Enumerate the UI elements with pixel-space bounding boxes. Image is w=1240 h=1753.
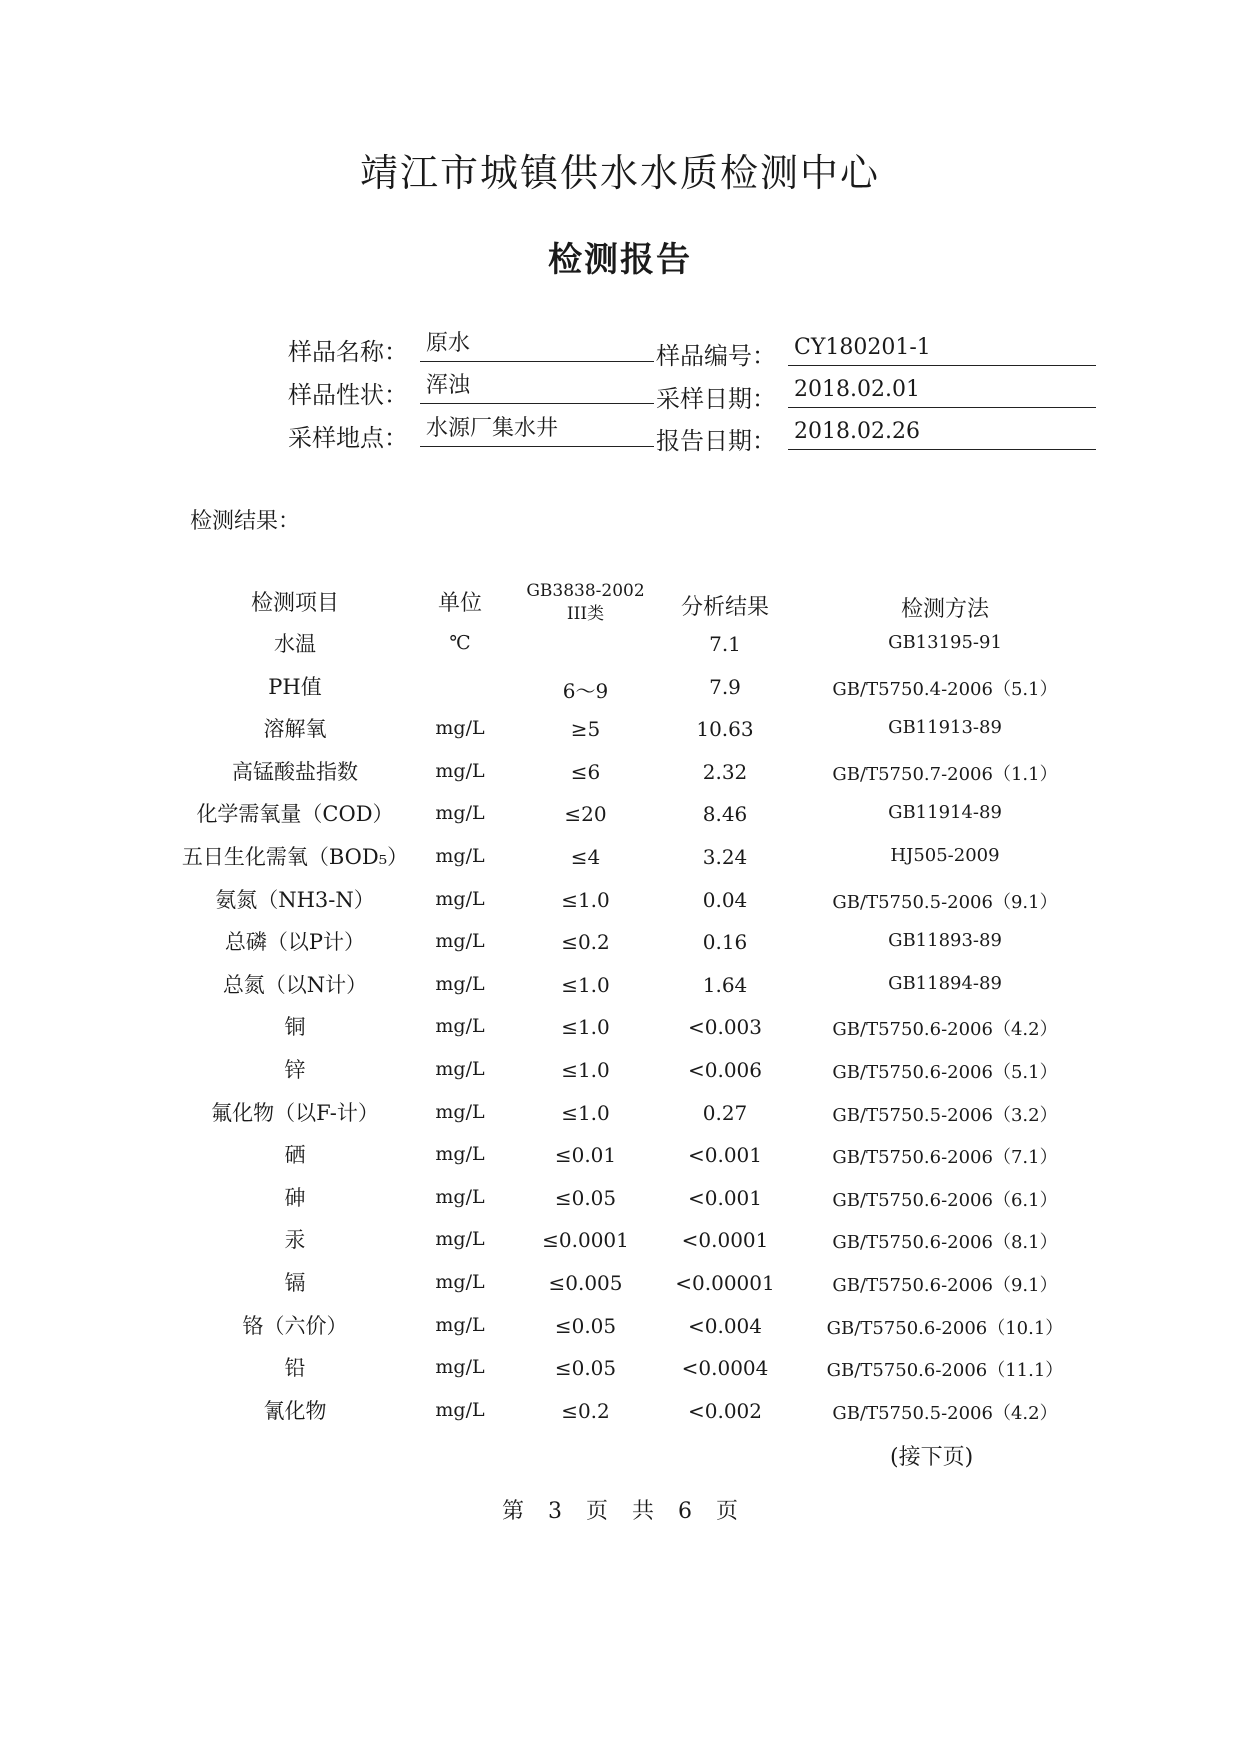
row-result: 1.64 (702, 973, 748, 997)
row-method: GB13195-91 (888, 632, 1002, 653)
row-method: GB/T5750.6-2006（8.1） (832, 1232, 1058, 1253)
row-item: 氨氮（NH3-N） (215, 888, 375, 912)
page-suffix: 页 (716, 1499, 739, 1524)
row-method: GB/T5750.4-2006（5.1） (832, 679, 1058, 700)
row-unit: mg/L (435, 1101, 485, 1123)
row-item: 铅 (284, 1356, 306, 1380)
header-unit: 单位 (437, 591, 482, 616)
row-unit: mg/L (435, 802, 485, 824)
row-result: 7.9 (709, 675, 741, 699)
sample-name-label: 样品名称： (288, 338, 408, 366)
row-standard: ≤6 (570, 760, 601, 784)
report-title: 检测报告 (548, 240, 692, 280)
page-prefix: 第 (501, 1499, 524, 1524)
header-standard-line2: III类 (566, 604, 605, 624)
report-date-value: 2018.02.26 (788, 418, 1096, 450)
row-item: 氰化物 (263, 1399, 327, 1423)
row-unit: mg/L (435, 1058, 485, 1080)
row-standard: ≤0.0001 (542, 1228, 629, 1252)
row-result: 7.1 (709, 632, 741, 656)
row-unit: mg/L (435, 1228, 485, 1250)
sample-state-value: 浑浊 (420, 372, 654, 404)
row-method: GB11913-89 (888, 717, 1002, 738)
row-result: 0.04 (702, 888, 748, 912)
row-result: <0.0001 (681, 1228, 769, 1252)
row-method: GB/T5750.6-2006（10.1） (826, 1318, 1064, 1339)
row-method: GB/T5750.5-2006（3.2） (832, 1105, 1058, 1126)
row-unit: mg/L (435, 1186, 485, 1208)
row-item: 铬（六价） (242, 1314, 348, 1338)
row-result: <0.0004 (681, 1356, 769, 1380)
row-method: HJ505-2009 (890, 845, 1000, 866)
row-standard: ≤0.005 (548, 1271, 623, 1295)
row-result: <0.004 (687, 1314, 762, 1338)
row-method: GB/T5750.6-2006（6.1） (832, 1190, 1058, 1211)
row-result: 3.24 (702, 845, 748, 869)
row-result: <0.003 (687, 1015, 762, 1039)
row-standard: ≤1.0 (561, 1101, 610, 1125)
results-label: 检测结果： (190, 509, 301, 534)
row-standard: ≤0.2 (561, 1399, 610, 1423)
sample-id-label: 样品编号： (656, 342, 776, 370)
page-current: 3 (547, 1499, 562, 1524)
row-method: GB/T5750.7-2006（1.1） (832, 764, 1058, 785)
header-result: 分析结果 (680, 595, 769, 620)
row-item: 镉 (284, 1271, 306, 1295)
sample-id-value: CY180201-1 (788, 334, 1096, 366)
row-result: <0.001 (687, 1186, 762, 1210)
row-standard: ≤20 (564, 802, 607, 826)
row-standard: ≤0.2 (561, 930, 610, 954)
row-unit: mg/L (435, 1356, 485, 1378)
row-item: 高锰酸盐指数 (232, 760, 358, 784)
page-total: 6 (678, 1499, 693, 1524)
row-standard: ≤4 (570, 845, 601, 869)
row-result: <0.002 (687, 1399, 762, 1423)
sample-date-value: 2018.02.01 (788, 376, 1096, 408)
row-item: 汞 (284, 1228, 306, 1252)
row-item: 五日生化需氧（BOD₅） (181, 845, 409, 869)
row-item: 总氮（以N计） (222, 973, 368, 997)
row-unit: mg/L (435, 760, 485, 782)
row-unit: mg/L (435, 1399, 485, 1421)
continued-note: (接下页) (890, 1445, 974, 1470)
row-item: 锌 (284, 1058, 306, 1082)
row-method: GB/T5750.6-2006（5.1） (832, 1062, 1058, 1083)
row-item: 砷 (284, 1186, 306, 1210)
row-unit: mg/L (435, 717, 485, 739)
row-unit: ℃ (449, 632, 471, 654)
header-item: 检测项目 (250, 591, 339, 616)
row-standard: ≤0.01 (554, 1143, 617, 1167)
row-unit: mg/L (435, 973, 485, 995)
page-number (0, 1494, 1240, 1525)
row-unit: mg/L (435, 1143, 485, 1165)
sample-location-value: 水源厂集水井 (420, 415, 654, 447)
row-standard: ≤1.0 (561, 1058, 610, 1082)
row-standard: 6～9 (562, 679, 609, 703)
row-method: GB/T5750.5-2006（9.1） (832, 892, 1058, 913)
row-unit: mg/L (435, 930, 485, 952)
sample-state-label: 样品性状： (288, 381, 408, 409)
page-mid1: 页 (585, 1499, 608, 1524)
row-method: GB11893-89 (888, 930, 1002, 951)
sample-location-label: 采样地点： (288, 424, 408, 452)
row-method: GB/T5750.5-2006（4.2） (832, 1403, 1058, 1424)
row-standard: ≤0.05 (554, 1186, 617, 1210)
row-result: 0.27 (702, 1101, 748, 1125)
header-method: 检测方法 (900, 597, 989, 622)
row-unit: mg/L (435, 1271, 485, 1293)
organization-name: 靖江市城镇供水水质检测中心 (359, 151, 880, 195)
row-unit: mg/L (435, 1015, 485, 1037)
row-item: PH值 (268, 675, 322, 699)
row-standard: ≤1.0 (561, 888, 610, 912)
row-result: <0.001 (687, 1143, 762, 1167)
row-standard: ≤0.05 (554, 1314, 617, 1338)
row-unit: mg/L (435, 845, 485, 867)
row-item: 铜 (284, 1015, 306, 1039)
row-method: GB/T5750.6-2006（11.1） (826, 1360, 1064, 1381)
row-result: 2.32 (702, 760, 748, 784)
row-item: 氟化物（以F-计） (211, 1101, 379, 1125)
row-result: 8.46 (702, 802, 748, 826)
row-item: 化学需氧量（COD） (196, 802, 394, 826)
row-result: <0.006 (687, 1058, 762, 1082)
row-item: 硒 (284, 1143, 306, 1167)
row-method: GB11894-89 (888, 973, 1002, 994)
row-result: <0.00001 (675, 1271, 775, 1295)
row-method: GB11914-89 (888, 802, 1002, 823)
row-unit: mg/L (435, 1314, 485, 1336)
sample-date-label: 采样日期： (656, 385, 776, 413)
header-standard-line1: GB3838-2002 (526, 581, 645, 601)
sample-name-value: 原水 (420, 330, 654, 362)
row-method: GB/T5750.6-2006（7.1） (832, 1147, 1058, 1168)
page-mid2: 共 (632, 1499, 655, 1524)
row-result: 0.16 (702, 930, 748, 954)
row-item: 水温 (274, 632, 316, 656)
row-method: GB/T5750.6-2006（9.1） (832, 1275, 1058, 1296)
row-item: 总磷（以P计） (224, 930, 366, 954)
report-date-label: 报告日期： (656, 427, 776, 455)
row-standard: ≥5 (570, 717, 601, 741)
row-unit: mg/L (435, 888, 485, 910)
row-method: GB/T5750.6-2006（4.2） (832, 1019, 1058, 1040)
row-standard: ≤1.0 (561, 1015, 610, 1039)
row-standard: ≤1.0 (561, 973, 610, 997)
row-item: 溶解氧 (263, 717, 327, 741)
row-standard: ≤0.05 (554, 1356, 617, 1380)
row-result: 10.63 (696, 717, 754, 741)
